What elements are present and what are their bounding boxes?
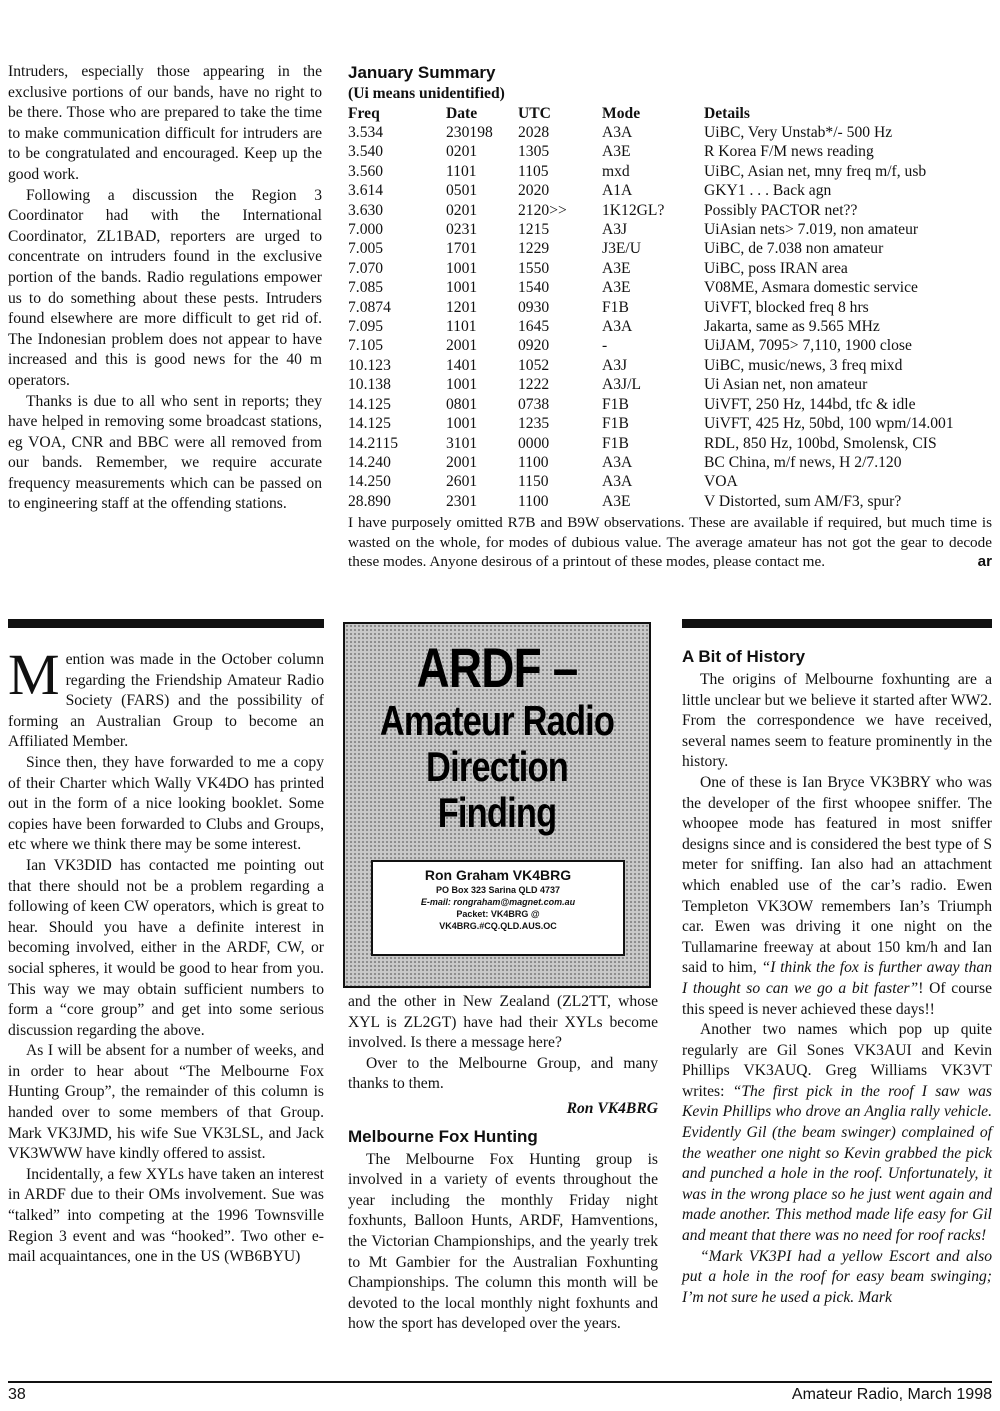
summary-row [348, 259, 954, 278]
summary-cell-freq: 3.534 [348, 124, 384, 141]
history-paragraph-4: “Mark VK3PI had a yellow Escort and also put a hole in the roof for easy beam swinging; I’m not sure he used a pick. Mark [682, 1247, 992, 1306]
summary-row [348, 201, 954, 220]
mention-paragraph-1-text: ention was made in the October column regarding the Friendship Amateur Radio Society (FARS) and the possibility of forming an Australian Group to become an Affiliated Member. [8, 651, 324, 751]
summary-cell-mode: F1B [602, 415, 629, 433]
ad-line-1: ARDF – [416, 636, 578, 699]
summary-cell-date: 0501 [446, 182, 478, 200]
summary-cell-mode: F1B [602, 395, 629, 413]
summary-cell-date: 2001 [446, 337, 478, 355]
summary-cell-freq: 7.070 [348, 259, 384, 277]
summary-cell-freq: 3.560 [348, 162, 384, 180]
summary-row [348, 278, 954, 297]
summary-cell-freq: 14.250 [348, 473, 391, 491]
summary-cell-date: 0231 [446, 221, 478, 239]
summary-cell-freq: 3.614 [348, 182, 384, 200]
summary-cell-utc: 1305 [518, 143, 550, 161]
summary-table-body [348, 123, 954, 511]
summary-cell-utc: 1150 [518, 473, 549, 491]
mention-paragraph-3: Ian VK3DID has contacted me pointing out that there should not be a problem regarding a following of keen CW operators, which is great to hear. Should you have a definite interest in becoming involved, either in the ARDF, CW, or social spheres, it would be good to hear from you. This way we may obtain sufficient numbers to form a “core group” and get into some serious discussion regarding the above. [8, 856, 324, 1039]
intruders-paragraph-1: Intruders, especially those appearing in the exclusive portions of our bands, have no right to be there. Those who are prepared to take the time to make communication difficult for intruders are to be congratulated and encouraged. Keep up the good work. [8, 63, 322, 183]
summary-row [348, 298, 954, 317]
summary-cell-details: UiJAM, 7095> 7,110, 1900 close [704, 337, 912, 355]
summary-cell-utc: 1105 [518, 162, 549, 180]
summary-cell-date: 1001 [446, 259, 478, 277]
summary-cell-freq: 14.125 [348, 395, 391, 413]
summary-cell-freq: 7.0874 [348, 298, 391, 316]
summary-cell-utc: 1100 [518, 453, 549, 471]
summary-cell-freq: 7.095 [348, 318, 384, 336]
summary-cell-freq: 14.125 [348, 415, 391, 433]
summary-cell-mode: A3A [602, 473, 633, 491]
summary-cell-details: UiVFT, 250 Hz, 144bd, tfc & idle [704, 395, 916, 413]
ad-line-3: Direction [426, 743, 568, 790]
middle-paragraph-1: and the other in New Zealand (ZL2TT, whose XYL is ZL2GT) have had their XYLs become involved. Is there a message here? [348, 993, 658, 1052]
history-p2-text: One of these is Ian Bryce VK3BRY who was the developer of the first whoopee sniffer. The whoopee mode has featured in most sniffer designs since and is considered the best type of S meter for sniffing. Ian also had an attachment which enabled use of the car’s radio. Ewen Templeton VK3OW remembers Ian’s Triumph car. Ewen was driving it one night on the Tullamarine freeway at about 150 km/h and Ian said to him, [682, 773, 992, 977]
middle-signoff: Ron VK4BRG [566, 1099, 658, 1117]
summary-cell-details: UiBC, de 7.038 non amateur [704, 240, 884, 258]
fox-hunting-paragraph: The Melbourne Fox Hunting group is involved in a variety of events throughout the year including the monthly Friday night foxhunts, Balloon Hunts, ARDF, Hamventions, the Victorian Championships, and the yearly trek to Mt Gambier for the Australian Foxhunting Championships. The column this month will be devoted to the local monthly night foxhunts and how the sport has developed over the years. [348, 1150, 658, 1333]
summary-cell-date: 1001 [446, 415, 478, 433]
summary-cell-mode: A1A [602, 182, 633, 200]
summary-row [348, 375, 954, 394]
summary-cell-date: 2001 [446, 453, 478, 471]
ad-contact-name: Ron Graham VK4BRG [424, 867, 572, 883]
ad-email: E-mail: rongraham@magnet.com.au [420, 897, 576, 907]
summary-cell-freq: 10.138 [348, 376, 391, 394]
summary-cell-date: 1101 [446, 162, 477, 180]
summary-cell-date: 1101 [446, 318, 477, 336]
summary-cell-utc: 1222 [518, 376, 550, 394]
summary-cell-freq: 7.085 [348, 279, 384, 297]
summary-cell-freq: 7.105 [348, 337, 384, 355]
intruders-paragraph-2: Following a discussion the Region 3 Coordinator had with the International Coordinator, ZL1BAD, reporters are urged to concentrate on intruders found in the exclusive portion of the bands. Radio regulations empower us to do something about these pests. Intruders found elsewhere are more difficult to get rid of. The Indonesian problem does not appear to have increased and this is good news for the 40 m operators. [8, 186, 322, 389]
summary-cell-utc: 1100 [518, 492, 549, 510]
summary-cell-freq: 3.540 [348, 143, 384, 161]
summary-cell-utc: 0000 [518, 434, 550, 452]
summary-cell-utc: 0738 [518, 395, 550, 413]
summary-cell-utc: 1645 [518, 318, 550, 336]
summary-cell-details: RDL, 850 Hz, 100bd, Smolensk, CIS [704, 434, 937, 452]
middle-paragraph-2: Over to the Melbourne Group, and many thanks to them. [348, 1054, 658, 1093]
middle-column [348, 992, 658, 1335]
mention-paragraph-2: Since then, they have forwarded to me a copy of their Charter which Wally VK4DO has printed out in the form of a nice looking booklet. Some copies have been forwarded to Clubs and Groups, etc where we think there may be some interest. [8, 753, 324, 854]
summary-cell-date: 1201 [446, 298, 478, 316]
summary-cell-mode: F1B [602, 434, 629, 452]
summary-cell-mode: A3E [602, 259, 631, 277]
summary-cell-freq: 10.123 [348, 356, 391, 374]
summary-subtitle: (Ui means unidentified) [348, 85, 505, 102]
summary-cell-freq: 3.630 [348, 201, 384, 219]
intruders-paragraph-3: Thanks is due to all who sent in reports; they have helped in removing some broadcast stations, eg VOA, CNR and BBC were all removed from our bands. Remember, we require accurate frequency measurements which can be passed on to engineering staff at the offending stations. [8, 392, 322, 513]
summary-cell-details: UiBC, Asian net, mny freq m/f, usb [704, 162, 927, 180]
summary-row [348, 492, 954, 511]
summary-row [348, 395, 954, 414]
summary-cell-details: R Korea F/M news reading [704, 143, 874, 161]
summary-cell-utc: 0930 [518, 298, 550, 316]
summary-cell-mode: A3E [602, 279, 631, 297]
summary-row [348, 123, 954, 142]
summary-row [348, 142, 954, 161]
publication-title: Amateur Radio, March 1998 [791, 1386, 992, 1403]
summary-cell-utc: 1540 [518, 279, 550, 297]
summary-row [348, 220, 954, 239]
january-summary [348, 62, 992, 572]
summary-cell-mode: - [602, 337, 608, 355]
summary-cell-mode: A3J [602, 221, 628, 239]
summary-cell-date: 230198 [446, 124, 493, 141]
friendship-column [8, 642, 324, 1268]
ad-line-4: Finding [437, 789, 557, 836]
summary-cell-utc: 1215 [518, 221, 550, 239]
summary-cell-date: 1001 [446, 376, 478, 394]
summary-cell-utc: 1550 [518, 259, 550, 277]
summary-cell-freq: 14.240 [348, 453, 391, 471]
intruders-column [8, 62, 322, 515]
summary-cell-details: V08ME, Asmara domestic service [704, 279, 918, 297]
summary-cell-mode: F1B [602, 298, 629, 316]
summary-cell-mode: A3J [602, 356, 628, 374]
summary-row [348, 434, 954, 453]
summary-cell-date: 2301 [446, 492, 478, 510]
summary-row [348, 317, 954, 336]
summary-cell-details: VOA [704, 473, 738, 491]
ardf-advert [343, 622, 651, 988]
summary-cell-freq: 7.005 [348, 240, 384, 258]
summary-cell-details: UiAsian nets> 7.019, non amateur [704, 221, 919, 239]
history-p2-quote: “I think the fox is further away than I thought so can we go a bit faster” [682, 959, 992, 997]
fox-hunting-heading: Melbourne Fox Hunting [348, 1126, 538, 1146]
summary-cell-freq: 28.890 [348, 492, 391, 510]
summary-cell-details: Ui Asian net, non amateur [704, 376, 868, 394]
summary-cell-freq: 7.000 [348, 221, 384, 239]
summary-cell-freq: 14.2115 [348, 434, 399, 452]
history-p2-after: ! Of course this speed is never achieved these days!! [682, 979, 992, 1018]
footer-rule [8, 1381, 992, 1383]
mention-paragraph-4: As I will be absent for a number of weeks, and in order to hear about “The Melbourne Fox Hunting Group”, the remainder of this column is handed over to some members of that Group. Mark VK3JMD, his wife Sue VK3LSL, and Jack VK3WWW have kindly offered to assist. [8, 1042, 324, 1163]
section-rule-right [682, 619, 992, 628]
page-number: 38 [8, 1386, 26, 1403]
summary-cell-mode: A3A [602, 124, 633, 141]
summary-cell-details: V Distorted, sum AM/F3, spur? [704, 492, 902, 510]
summary-cell-date: 1401 [446, 356, 478, 374]
ad-packet-1: Packet: VK4BRG @ [456, 909, 540, 919]
summary-cell-details: UiVFT, blocked freq 8 hrs [704, 298, 869, 316]
summary-note-text: I have purposely omitted R7B and B9W observations. These are available if required, but much time is wasted on the whole, for modes of dubious value. The average amateur has not got the gear to decode these modes. Anyone desirous of a printout of these modes, please contact me. [348, 514, 992, 571]
summary-cell-utc: 1229 [518, 240, 550, 258]
summary-cell-mode: A3E [602, 143, 631, 161]
summary-cell-details: UiBC, music/news, 3 freq mixd [704, 356, 903, 374]
ad-packet-2: VK4BRG.#CQ.QLD.AUS.OC [439, 921, 557, 931]
summary-cell-details: UiBC, poss IRAN area [704, 259, 848, 277]
summary-cell-details: BC China, m/f news, H 2/7.120 [704, 453, 902, 471]
summary-cell-mode: A3A [602, 453, 633, 471]
summary-cell-date: 1701 [446, 240, 478, 258]
summary-row [348, 162, 954, 181]
header-details: Details [704, 105, 750, 122]
history-heading: A Bit of History [682, 647, 806, 666]
summary-row [348, 453, 954, 472]
summary-cell-mode: A3A [602, 318, 633, 336]
summary-cell-date: 1001 [446, 279, 478, 297]
summary-cell-date: 0801 [446, 395, 478, 413]
header-freq: Freq [348, 105, 380, 122]
summary-table [348, 104, 954, 511]
summary-cell-details: GKY1 . . . Back agn [704, 182, 832, 200]
mention-paragraph-1 [8, 642, 324, 753]
summary-cell-mode: A3E [602, 492, 631, 510]
summary-cell-utc: 1052 [518, 356, 550, 374]
summary-row [348, 181, 954, 200]
summary-cell-details: Possibly PACTOR net?? [704, 201, 858, 219]
drop-cap: M [8, 642, 60, 707]
ad-address: PO Box 323 Sarina QLD 4737 [435, 885, 561, 895]
summary-cell-date: 2601 [446, 473, 478, 491]
summary-row [348, 239, 954, 258]
history-paragraph-3 [682, 1020, 992, 1247]
history-p3-quote: “The first pick in the roof I saw was Kevin Phillips who drove an Anglia rally vehicle. Evidently Gil (the beam swinger) complained of the weather one night so Kevin grabbed the pick and punched a hole in the roof. Unfortunately, it was in the wrong place so he just went again and made another. This method made life easy for Gil and meant that there was no need for roof racks! [682, 1082, 992, 1245]
summary-signoff: ar [977, 553, 992, 571]
summary-cell-utc: 2028 [518, 124, 550, 141]
summary-cell-mode: 1K12GL? [602, 201, 665, 219]
summary-cell-details: UiVFT, 425 Hz, 50bd, 100 wpm/14.001 [704, 415, 954, 433]
summary-row [348, 472, 954, 491]
summary-cell-date: 0201 [446, 143, 478, 161]
summary-row [348, 356, 954, 375]
ad-contact-box [371, 860, 625, 956]
summary-cell-utc: 2020 [518, 182, 550, 200]
summary-cell-mode: mxd [602, 162, 630, 180]
summary-cell-utc: 2120>> [518, 201, 567, 219]
summary-title: January Summary [348, 63, 496, 82]
summary-cell-details: UiBC, Very Unstab*/- 500 Hz [704, 124, 893, 141]
ad-line-2: Amateur Radio [379, 697, 615, 744]
summary-row [348, 336, 954, 355]
summary-cell-date: 3101 [446, 434, 478, 452]
summary-cell-date: 0201 [446, 201, 478, 219]
history-column [682, 646, 992, 1308]
summary-cell-utc: 1235 [518, 415, 550, 433]
summary-row [348, 414, 954, 433]
history-p3-text: Another two names which pop up quite regularly are Gil Sones VK3AUI and Kevin Phillips VK3AUQ. Greg Williams VK3VT writes: [682, 1021, 992, 1100]
summary-cell-mode: J3E/U [602, 240, 641, 258]
history-paragraph-1: The origins of Melbourne foxhunting are a little unclear but we believe it started after WW2. From the correspondence we have received, several names seem to feature prominently in the history. [682, 671, 992, 771]
summary-header-row [348, 104, 954, 123]
section-rule-left [8, 619, 324, 628]
mention-paragraph-5: Incidentally, a few XYLs have taken an interest in ARDF due to their OMs involvement. Sue was “talked” into competing at the 1996 Townsville Region 3 event and was “hooked”. Two other e-mail acquaintances, one in the US (WB6BYU) [8, 1165, 324, 1266]
summary-cell-utc: 0920 [518, 337, 550, 355]
header-date: Date [446, 105, 478, 122]
history-paragraph-2 [682, 773, 992, 1020]
header-mode: Mode [602, 105, 641, 122]
summary-note [348, 513, 992, 572]
summary-cell-mode: A3J/L [602, 376, 641, 394]
header-utc: UTC [518, 105, 551, 122]
summary-cell-details: Jakarta, same as 9.565 MHz [704, 318, 880, 336]
